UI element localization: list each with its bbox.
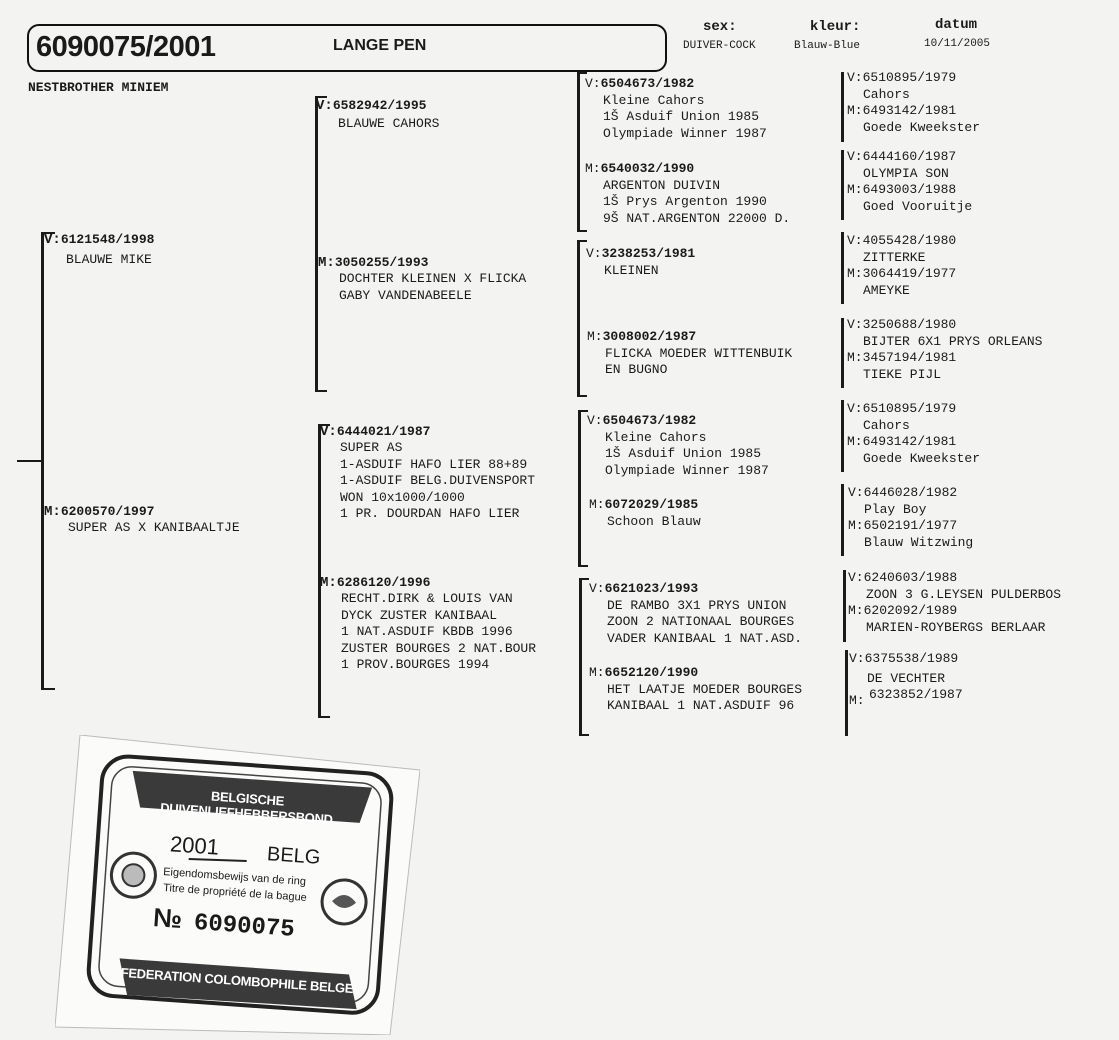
- bracket-line: [577, 395, 587, 397]
- gen3-entry: M:6652120/1990 HET LAATJE MOEDER BOURGES KANIBAAL 1 NAT.ASDUIF 96: [589, 665, 803, 713]
- bracket-line: [41, 232, 44, 690]
- certificate-border: [55, 735, 420, 1035]
- gen4-pair: V:6444160/1987 OLYMPIA SON M:6493003/1988 Goed Vooruitje: [847, 149, 973, 214]
- bracket-line: [843, 570, 846, 642]
- gen4-pair: V:6510895/1979 Cahors M:6493142/1981 Goede Kweekster: [847, 70, 981, 135]
- bracket-line: [578, 410, 581, 567]
- bracket-line: [41, 688, 55, 690]
- bracket-line: [845, 650, 848, 736]
- sex-value: DUIVER-COCK: [683, 40, 756, 52]
- certificate-text-nl: Eigendomsbewijs van de ring: [162, 866, 307, 888]
- bracket-line: [578, 565, 588, 567]
- gen2-entry-text: SUPER AS 1-ASDUIF HAFO LIER 88+89 1-ASDUIF BELG.DUIVENSPORT WON 10x1000/1000 1 PR. DOURDAN HAFO LIER: [340, 440, 536, 521]
- bracket-line: [841, 232, 844, 304]
- bracket-line: [579, 578, 589, 580]
- gen2-entry: V:6444021/1987: [320, 424, 431, 440]
- sex-label: sex:: [703, 19, 737, 35]
- gen2-entry: M:6286120/1996: [320, 575, 431, 591]
- certificate-number: № 6090075: [152, 902, 296, 944]
- gen3-entry: V:6621023/1993 DE RAMBO 3X1 PRYS UNION ZOON 2 NATIONAAL BOURGES VADER KANIBAAL 1 NAT.ASD.: [589, 581, 803, 646]
- bracket-line: [841, 150, 844, 220]
- gen4-pair: V:6446028/1982 Play Boy M:6502191/1977 Blauw Witzwing: [848, 485, 974, 550]
- pigeon-name: LANGE PEN: [333, 37, 427, 54]
- bracket-line: [577, 230, 587, 232]
- bracket-line: [315, 96, 318, 392]
- bracket-line: [577, 72, 587, 74]
- gen2-entry: V:6582942/1995: [316, 98, 427, 114]
- gen2-entry: M:3050255/1993: [318, 255, 429, 271]
- bracket-line: [841, 400, 844, 472]
- color-value: Blauw-Blue: [794, 40, 861, 52]
- gen2-entry-text: BLAUWE CAHORS: [338, 116, 440, 131]
- gen1-dam-name: SUPER AS X KANIBAALTJE: [68, 520, 240, 535]
- ring-number: 6090075/2001: [36, 31, 216, 63]
- gen3-entry: V:6504673/1982 Kleine Cahors 1Š Asduif Union 1985 Olympiade Winner 1987: [587, 413, 769, 478]
- gen3-entry: M:6072029/1985 Schoon Blauw: [589, 497, 701, 529]
- bracket-line: [318, 716, 330, 718]
- bracket-line: [315, 390, 327, 392]
- gen3-entry: V:3238253/1981 KLEINEN: [586, 246, 696, 278]
- certificate-text-fr: Titre de propriété de la bague: [162, 881, 308, 905]
- ownership-certificate: [55, 735, 420, 1035]
- bracket-line: [577, 240, 587, 242]
- gen2-entry-text: RECHT.DIRK & LOUIS VAN DYCK ZUSTER KANIBAAL 1 NAT.ASDUIF KBDB 1996 ZUSTER BOURGES 2 NAT.BOUR 1 PROV.BOURGES 1994: [341, 591, 537, 672]
- bracket-line: [579, 578, 582, 736]
- bracket-line: [841, 318, 844, 388]
- gen4-pair: V:3250688/1980 BIJTER 6X1 PRYS ORLEANS M:3457194/1981 TIEKE PIJL: [847, 317, 1043, 382]
- gen3-entry: V:6504673/1982 Kleine Cahors 1Š Asduif Union 1985 Olympiade Winner 1987: [585, 76, 767, 141]
- bracket-line: [841, 72, 844, 142]
- gen1-sire: V:6121548/1998: [44, 232, 155, 248]
- bracket-line: [17, 460, 41, 462]
- bracket-line: [841, 484, 844, 556]
- date-label: datum: [935, 17, 978, 33]
- certificate-bottom-banner: FEDERATION COLOMBOPHILE BELGE: [120, 964, 354, 997]
- bracket-line: [318, 424, 321, 718]
- color-label: kleur:: [810, 19, 861, 35]
- gen2-entry-text: DOCHTER KLEINEN X FLICKA GABY VANDENABEELE: [339, 271, 527, 303]
- gen4-pair: V:6375538/1989 DE VECHTER M: 6323852/1987: [849, 651, 963, 708]
- date-value: 10/11/2005: [924, 38, 991, 50]
- gen1-dam: M:6200570/1997: [44, 504, 155, 520]
- bracket-line: [578, 410, 588, 412]
- gen3-entry: M:6540032/1990 ARGENTON DUIVIN 1Š Prys Argenton 1990 9Š NAT.ARGENTON 22000 D.: [585, 161, 791, 226]
- subtitle: NESTBROTHER MINIEM: [28, 80, 169, 95]
- gen3-entry: M:3008002/1987 FLICKA MOEDER WITTENBUIK EN BUGNO: [587, 329, 793, 377]
- gen4-pair: V:6510895/1979 Cahors M:6493142/1981 Goede Kweekster: [847, 401, 981, 466]
- bracket-line: [577, 72, 580, 232]
- gen4-pair: V:6240603/1988 ZOON 3 G.LEYSEN PULDERBOS M:6202092/1989 MARIEN-ROYBERGS BERLAAR: [848, 570, 1062, 635]
- certificate-year: 2001: [169, 831, 220, 860]
- bracket-line: [577, 240, 580, 397]
- certificate-country: BELG: [266, 843, 322, 869]
- gen4-pair: V:4055428/1980 ZITTERKE M:3064419/1977 AMEYKE: [847, 233, 957, 298]
- certificate-top-banner: BELGISCHE DUIVENLIEFHEBBERSBOND: [159, 788, 334, 827]
- gen1-sire-name: BLAUWE MIKE: [66, 252, 152, 267]
- bracket-line: [579, 734, 589, 736]
